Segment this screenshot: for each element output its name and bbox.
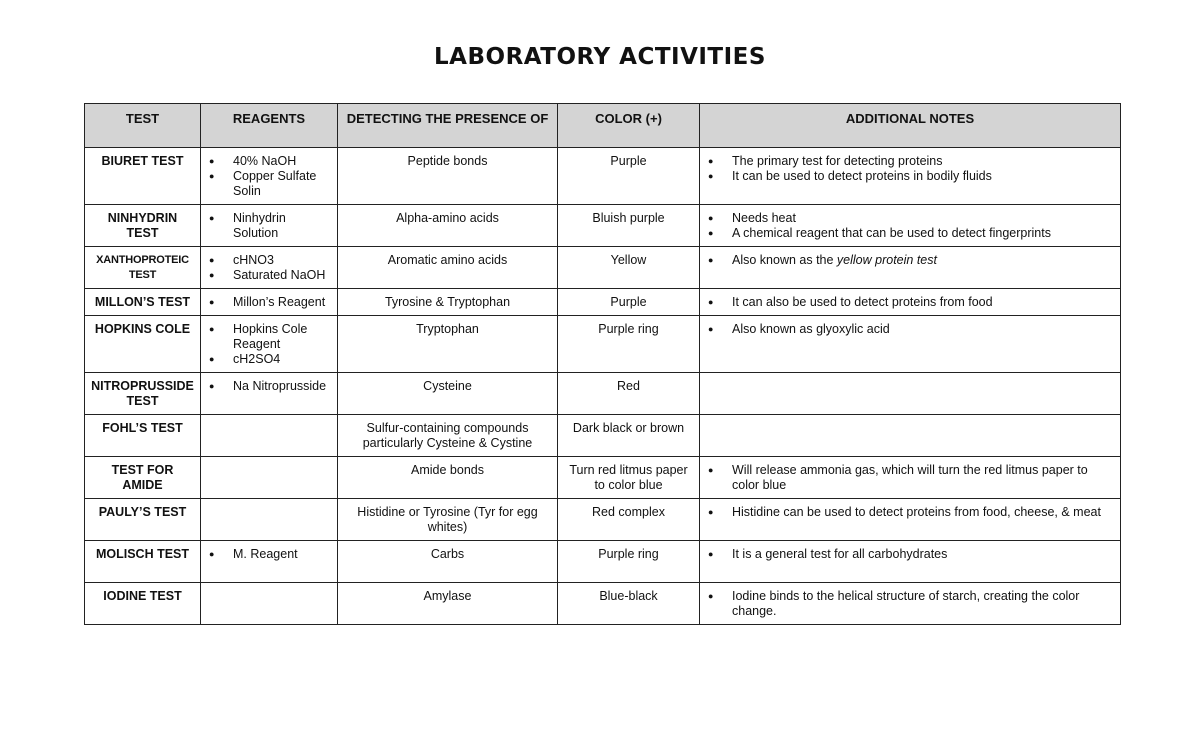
notes-cell bbox=[700, 289, 1121, 316]
header-detecting: DETECTING THE PRESENCE OF bbox=[338, 104, 558, 148]
header-test: TEST bbox=[85, 104, 201, 148]
note-item: ● It is a general test for all carbohydrates bbox=[722, 547, 1114, 562]
test-name: NITROPRUSSIDE TEST bbox=[85, 373, 201, 415]
note-item: ● Also known as glyoxylic acid bbox=[722, 322, 1114, 337]
color-cell: Red complex bbox=[558, 499, 700, 541]
test-name: MILLON’S TEST bbox=[85, 289, 201, 316]
reagent-item: ● cH2SO4 bbox=[223, 352, 331, 367]
table-row bbox=[85, 373, 1121, 415]
color-cell: Bluish purple bbox=[558, 205, 700, 247]
table-row bbox=[85, 247, 1121, 289]
detecting-cell: Tryptophan bbox=[338, 316, 558, 373]
reagent-item: ● Na Nitroprusside bbox=[223, 379, 331, 394]
detecting-cell: Amide bonds bbox=[338, 457, 558, 499]
color-cell: Purple ring bbox=[558, 541, 700, 583]
note-item: ● Needs heat bbox=[722, 211, 1114, 226]
color-cell: Red bbox=[558, 373, 700, 415]
lab-activities-table bbox=[84, 103, 1121, 625]
notes-cell bbox=[700, 541, 1121, 583]
color-cell: Dark black or brown bbox=[558, 415, 700, 457]
color-cell: Purple bbox=[558, 148, 700, 205]
table-row bbox=[85, 457, 1121, 499]
reagent-item: ● M. Reagent bbox=[223, 547, 331, 562]
detecting-cell: Sulfur-containing compounds particularly Cysteine & Cystine bbox=[338, 415, 558, 457]
note-italic-text: yellow protein test bbox=[836, 253, 937, 267]
reagents-cell bbox=[201, 415, 338, 457]
note-item: ● Histidine can be used to detect proteins from food, cheese, & meat bbox=[722, 505, 1114, 520]
reagents-cell bbox=[201, 205, 338, 247]
table-row bbox=[85, 148, 1121, 205]
reagents-cell bbox=[201, 457, 338, 499]
detecting-cell: Alpha-amino acids bbox=[338, 205, 558, 247]
reagents-cell bbox=[201, 499, 338, 541]
table-header-row bbox=[85, 104, 1121, 148]
reagents-cell bbox=[201, 148, 338, 205]
note-item bbox=[722, 253, 1114, 268]
reagent-item: ● Saturated NaOH bbox=[223, 268, 331, 283]
notes-cell bbox=[700, 316, 1121, 373]
note-item: ● It can be used to detect proteins in bodily fluids bbox=[722, 169, 1114, 184]
table-row bbox=[85, 499, 1121, 541]
reagent-item: ● cHNO3 bbox=[223, 253, 331, 268]
detecting-cell: Peptide bonds bbox=[338, 148, 558, 205]
note-item: ● Iodine binds to the helical structure of starch, creating the color change. bbox=[722, 589, 1114, 619]
notes-cell bbox=[700, 205, 1121, 247]
note-item: ● Will release ammonia gas, which will turn the red litmus paper to color blue bbox=[722, 463, 1114, 493]
detecting-cell: Amylase bbox=[338, 583, 558, 625]
color-cell: Yellow bbox=[558, 247, 700, 289]
note-item: ● A chemical reagent that can be used to detect fingerprints bbox=[722, 226, 1114, 241]
table-row bbox=[85, 289, 1121, 316]
reagents-cell bbox=[201, 316, 338, 373]
test-name: PAULY’S TEST bbox=[85, 499, 201, 541]
test-name: FOHL’S TEST bbox=[85, 415, 201, 457]
test-name: NINHYDRIN TEST bbox=[85, 205, 201, 247]
color-cell: Purple ring bbox=[558, 316, 700, 373]
notes-cell bbox=[700, 583, 1121, 625]
detecting-cell: Histidine or Tyrosine (Tyr for egg whites) bbox=[338, 499, 558, 541]
test-name: HOPKINS COLE bbox=[85, 316, 201, 373]
notes-cell bbox=[700, 457, 1121, 499]
detecting-cell: Tyrosine & Tryptophan bbox=[338, 289, 558, 316]
reagents-cell bbox=[201, 247, 338, 289]
reagents-cell bbox=[201, 541, 338, 583]
table-row bbox=[85, 583, 1121, 625]
table-row bbox=[85, 205, 1121, 247]
test-name: IODINE TEST bbox=[85, 583, 201, 625]
detecting-cell: Aromatic amino acids bbox=[338, 247, 558, 289]
note-item: ● It can also be used to detect proteins from food bbox=[722, 295, 1114, 310]
header-notes: ADDITIONAL NOTES bbox=[700, 104, 1121, 148]
notes-cell bbox=[700, 373, 1121, 415]
reagents-cell bbox=[201, 373, 338, 415]
reagent-item: ● Ninhydrin Solution bbox=[223, 211, 331, 241]
color-cell: Blue-black bbox=[558, 583, 700, 625]
notes-cell bbox=[700, 148, 1121, 205]
detecting-cell: Carbs bbox=[338, 541, 558, 583]
reagent-item: ● Hopkins Cole Reagent bbox=[223, 322, 331, 352]
test-name: TEST FOR AMIDE bbox=[85, 457, 201, 499]
table-row bbox=[85, 541, 1121, 583]
reagents-cell bbox=[201, 289, 338, 316]
note-text: Also known as the bbox=[732, 253, 837, 267]
reagent-item: ● Millon’s Reagent bbox=[223, 295, 331, 310]
header-reagents: REAGENTS bbox=[201, 104, 338, 148]
note-item: ● The primary test for detecting proteins bbox=[722, 154, 1114, 169]
reagent-item: ● Copper Sulfate Solin bbox=[223, 169, 331, 199]
notes-cell bbox=[700, 415, 1121, 457]
color-cell: Turn red litmus paper to color blue bbox=[558, 457, 700, 499]
test-name: BIURET TEST bbox=[85, 148, 201, 205]
reagent-item: ● 40% NaOH bbox=[223, 154, 331, 169]
header-color: COLOR (+) bbox=[558, 104, 700, 148]
notes-cell bbox=[700, 247, 1121, 289]
table-row bbox=[85, 415, 1121, 457]
color-cell: Purple bbox=[558, 289, 700, 316]
test-name: MOLISCH TEST bbox=[85, 541, 201, 583]
test-name: XANTHOPROTEIC TEST bbox=[85, 247, 201, 289]
notes-cell bbox=[700, 499, 1121, 541]
table-row bbox=[85, 316, 1121, 373]
reagents-cell bbox=[201, 583, 338, 625]
page-title: LABORATORY ACTIVITIES bbox=[434, 44, 766, 70]
detecting-cell: Cysteine bbox=[338, 373, 558, 415]
